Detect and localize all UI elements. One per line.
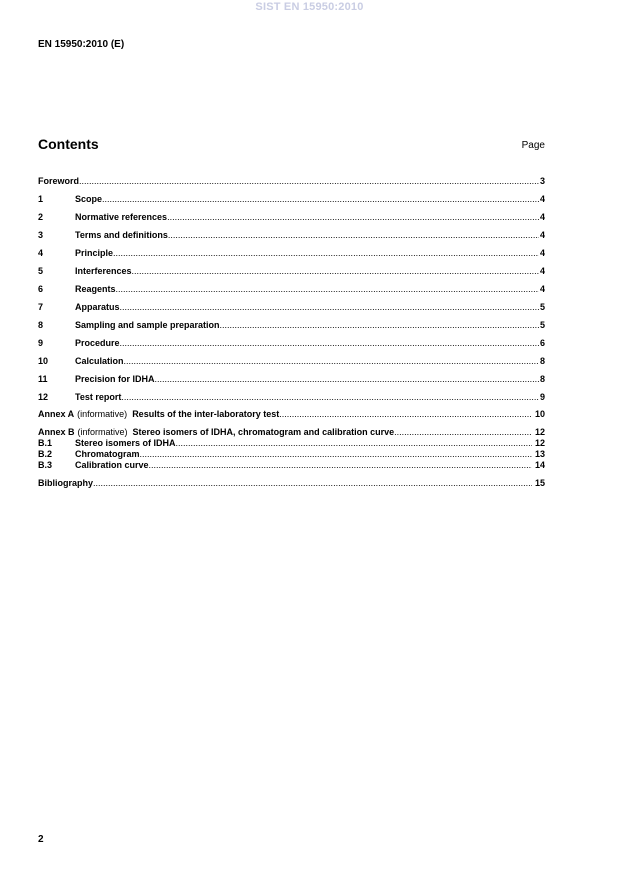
- toc-leader-dots: [121, 392, 539, 403]
- toc-entry-number: 8: [38, 320, 44, 330]
- toc-entry-page: 4: [539, 212, 545, 222]
- toc-entry-title: Foreword: [38, 176, 80, 186]
- document-id: EN 15950:2010 (E): [38, 39, 125, 50]
- toc-entry-page: 15: [534, 478, 545, 488]
- toc-entry-title: Results of the inter-laboratory test: [132, 409, 280, 419]
- toc-annex-type: (informative): [77, 427, 128, 437]
- toc-leader-dots: [167, 212, 539, 223]
- toc-entry-annex-b-subclause[interactable]: [38, 460, 545, 471]
- toc-entry-annex-b-subclause[interactable]: [38, 438, 545, 449]
- toc-entry-number: 7: [38, 302, 44, 312]
- toc-entry-clause[interactable]: [38, 266, 545, 277]
- toc-entry-title: Calibration curve: [75, 460, 149, 470]
- toc-entry-title: Stereo isomers of IDHA, chromatogram and calibration curve: [132, 427, 395, 437]
- toc-entry-number: 5: [38, 266, 44, 276]
- toc-entry-number: B.2: [38, 449, 53, 459]
- toc-entry-page: 12: [534, 427, 545, 437]
- toc-entry-page: 10: [534, 409, 545, 419]
- toc-entry-page: 5: [539, 302, 545, 312]
- toc-entry-number: 10: [38, 356, 49, 366]
- toc-entry-page: 6: [539, 338, 545, 348]
- toc-entry-clause[interactable]: [38, 320, 545, 331]
- table-of-contents: [38, 176, 545, 489]
- toc-entry-number: 4: [38, 248, 44, 258]
- toc-entry-title: Calculation: [75, 356, 124, 366]
- toc-leader-dots: [113, 248, 539, 259]
- toc-entry-title: Precision for IDHA: [75, 374, 155, 384]
- toc-leader-dots: [176, 438, 532, 449]
- toc-leader-dots: [93, 478, 532, 489]
- toc-entry-annex-b-subclause[interactable]: [38, 449, 545, 460]
- toc-leader-dots: [120, 302, 539, 313]
- toc-entry-title: Chromatogram: [75, 449, 140, 459]
- toc-entry-clause[interactable]: [38, 284, 545, 295]
- toc-leader-dots: [168, 230, 539, 241]
- toc-entry-page: 4: [539, 284, 545, 294]
- toc-entry-page: 5: [539, 320, 545, 330]
- toc-entry-title: Interferences: [75, 266, 132, 276]
- toc-leader-dots: [140, 449, 532, 460]
- toc-entry-number: 9: [38, 338, 44, 348]
- toc-entry-page: 14: [534, 460, 545, 470]
- page-column-label: Page: [521, 140, 545, 151]
- toc-entry-title: Procedure: [75, 338, 120, 348]
- toc-entry-number: 11: [38, 374, 48, 384]
- toc-entry-number: 1: [38, 194, 44, 204]
- toc-leader-dots: [132, 266, 539, 277]
- toc-entry-number: 12: [38, 392, 49, 402]
- toc-entry-title: Sampling and sample preparation: [75, 320, 220, 330]
- toc-entry-number: 2: [38, 212, 44, 222]
- toc-entry-title: Stereo isomers of IDHA: [75, 438, 176, 448]
- toc-leader-dots: [79, 176, 539, 187]
- toc-entry-page: 4: [539, 266, 545, 276]
- toc-leader-dots: [149, 460, 532, 471]
- toc-entry-page: 13: [534, 449, 545, 459]
- toc-entry-clause[interactable]: [38, 356, 545, 367]
- toc-entry-clause[interactable]: [38, 248, 545, 259]
- toc-entry-clause[interactable]: [38, 212, 545, 223]
- toc-leader-dots: [102, 194, 539, 205]
- toc-entry-title: Terms and definitions: [75, 230, 168, 240]
- toc-entry-page: 4: [539, 248, 545, 258]
- toc-leader-dots: [120, 338, 539, 349]
- toc-entry-title: Scope: [75, 194, 103, 204]
- toc-entry-title: Bibliography: [38, 478, 94, 488]
- page-number: 2: [38, 834, 44, 845]
- toc-entry-clause[interactable]: [38, 230, 545, 241]
- toc-leader-dots: [279, 409, 532, 420]
- toc-entry-number: B.1: [38, 438, 53, 448]
- toc-entry-annex-a[interactable]: [38, 409, 545, 420]
- contents-title: Contents: [38, 136, 99, 152]
- toc-entry-page: 3: [539, 176, 545, 186]
- toc-entry-title: Test report: [75, 392, 122, 402]
- toc-entry-clause[interactable]: [38, 392, 545, 403]
- toc-entry-clause[interactable]: [38, 194, 545, 205]
- toc-entry-title: Principle: [75, 248, 114, 258]
- toc-leader-dots: [394, 427, 532, 438]
- toc-entry-number: 6: [38, 284, 44, 294]
- toc-entry-clause[interactable]: [38, 302, 545, 313]
- toc-entry-annex-b[interactable]: [38, 427, 545, 438]
- toc-entry-page: 9: [539, 392, 545, 402]
- toc-entry-title: Normative references: [75, 212, 168, 222]
- toc-entry-page: 8: [539, 356, 545, 366]
- toc-entry-page: 8: [539, 374, 545, 384]
- toc-entry-number: B.3: [38, 460, 53, 470]
- toc-entry-page: 12: [534, 438, 545, 448]
- toc-entry-clause[interactable]: [38, 338, 545, 349]
- toc-entry-title: Reagents: [75, 284, 116, 294]
- watermark: SIST EN 15950:2010: [255, 1, 364, 13]
- toc-entry-clause[interactable]: [38, 374, 545, 385]
- toc-annex-label: Annex A: [38, 409, 75, 419]
- toc-annex-type: (informative): [77, 409, 128, 419]
- toc-entry-foreword[interactable]: [38, 176, 545, 187]
- toc-entry-page: 4: [539, 194, 545, 204]
- toc-leader-dots: [155, 374, 539, 385]
- toc-leader-dots: [124, 356, 539, 367]
- toc-entry-bibliography[interactable]: [38, 478, 545, 489]
- toc-leader-dots: [116, 284, 539, 295]
- toc-entry-page: 4: [539, 230, 545, 240]
- toc-leader-dots: [220, 320, 539, 331]
- toc-entry-title: Apparatus: [75, 302, 120, 312]
- toc-entry-number: 3: [38, 230, 44, 240]
- toc-annex-label: Annex B: [38, 427, 75, 437]
